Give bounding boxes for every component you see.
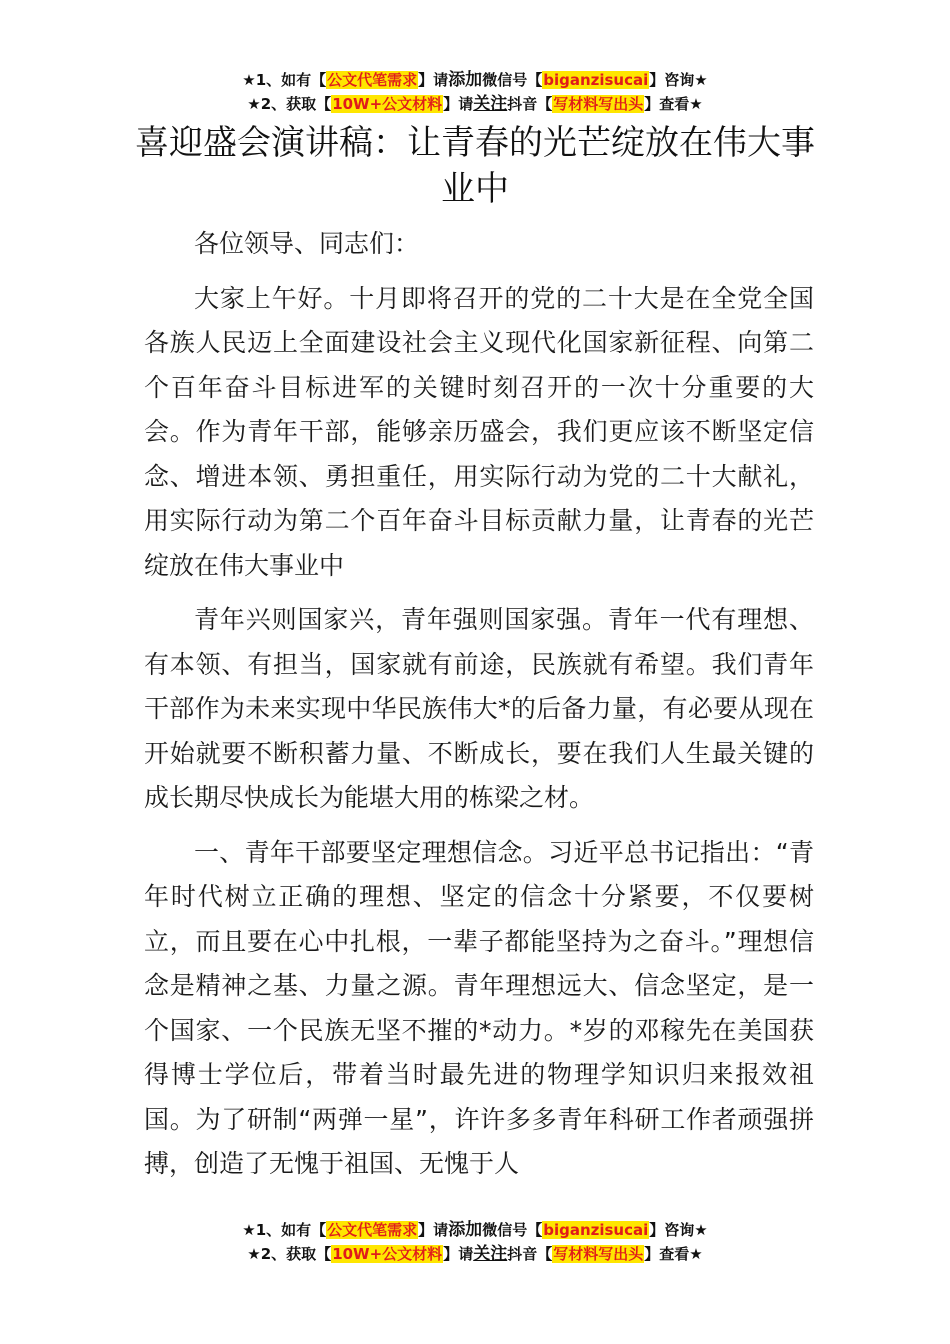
promo-text: 】请 [418,71,449,89]
promo-emphasis: 添加 [448,1220,483,1240]
promo-line-1 [0,68,950,92]
promo-text: ★1、如有【 [242,71,327,89]
promo-highlight: biganzisucai [543,71,649,89]
promo-text: 】查看★ [644,95,703,113]
promo-text: 微信号【 [482,71,543,89]
promo-text: 抖音【 [507,1245,553,1263]
promo-text: 】咨询★ [649,1221,708,1239]
greeting: 各位领导、同志们： [194,229,420,258]
promo-line-2 [0,92,950,116]
top-promo-banner [0,68,950,116]
document-title: 喜迎盛会演讲稿：让青春的光芒绽放在伟大事业中 [135,123,815,209]
promo-text: 】咨询★ [649,71,708,89]
promo-highlight: biganzisucai [543,1221,649,1239]
promo-emphasis: 关注 [473,1244,508,1264]
promo-text: 】请 [418,1221,449,1239]
document-body [144,222,814,1197]
paragraph-1: 大家上午好。十月即将召开的党的二十大是在全党全国各族人民迈上全面建设社会主义现代化国家新征程、向第二个百年奋斗目标进军的关键时刻召开的一次十分重要的大会。作为青年干部，能够亲历盛会，我们更应该不断坚定信念、增进本领、勇担重任，用实际行动为党的二十大献礼，用实际行动为第二个百年奋斗目标贡献力量，让青春的光芒绽放在伟大事业中 [144,283,814,580]
promo-line-1 [0,1218,950,1242]
promo-highlight: 公文代笔需求 [327,71,418,89]
promo-text: 】查看★ [644,1245,703,1263]
bottom-promo-banner [0,1218,950,1266]
promo-text: 】请 [443,1245,474,1263]
promo-text: 】请 [443,95,474,113]
promo-highlight: 写材料写出头 [553,1245,644,1263]
paragraph-2: 青年兴则国家兴，青年强则国家强。青年一代有理想、有本领、有担当，国家就有前途，民族就有希望。我们青年干部作为未来实现中华民族伟大*的后备力量，有必要从现在开始就要不断积蓄力量、不断成长，要在我们人生最关键的成长期尽快成长为能堪大用的栋梁之材。 [144,605,814,812]
promo-text: ★1、如有【 [242,1221,327,1239]
promo-highlight: 写材料写出头 [553,95,644,113]
promo-line-2 [0,1242,950,1266]
promo-emphasis: 关注 [473,94,508,114]
promo-text: 抖音【 [507,95,553,113]
promo-emphasis: 添加 [448,70,483,90]
paragraph-3: 一、青年干部要坚定理想信念。习近平总书记指出：“青年时代树立正确的理想、坚定的信念十分紧要，不仅要树立，而且要在心中扎根，一辈子都能坚持为之奋斗。”理想信念是精神之基、力量之源。青年理想远大、信念坚定，是一个国家、一个民族无坚不摧的*动力。*岁的邓稼先在美国获得博士学位后，带着当时最先进的物理学知识归来报效祖国。为了研制“两弹一星”，许许多多青年科研工作者顽强拼搏，创造了无愧于祖国、无愧于人 [144,837,814,1178]
promo-text: ★2、获取【 [247,1245,332,1263]
promo-highlight: 10W+公文材料 [332,95,443,113]
promo-highlight: 公文代笔需求 [327,1221,418,1239]
promo-highlight: 10W+公文材料 [332,1245,443,1263]
promo-text: 微信号【 [482,1221,543,1239]
promo-text: ★2、获取【 [247,95,332,113]
